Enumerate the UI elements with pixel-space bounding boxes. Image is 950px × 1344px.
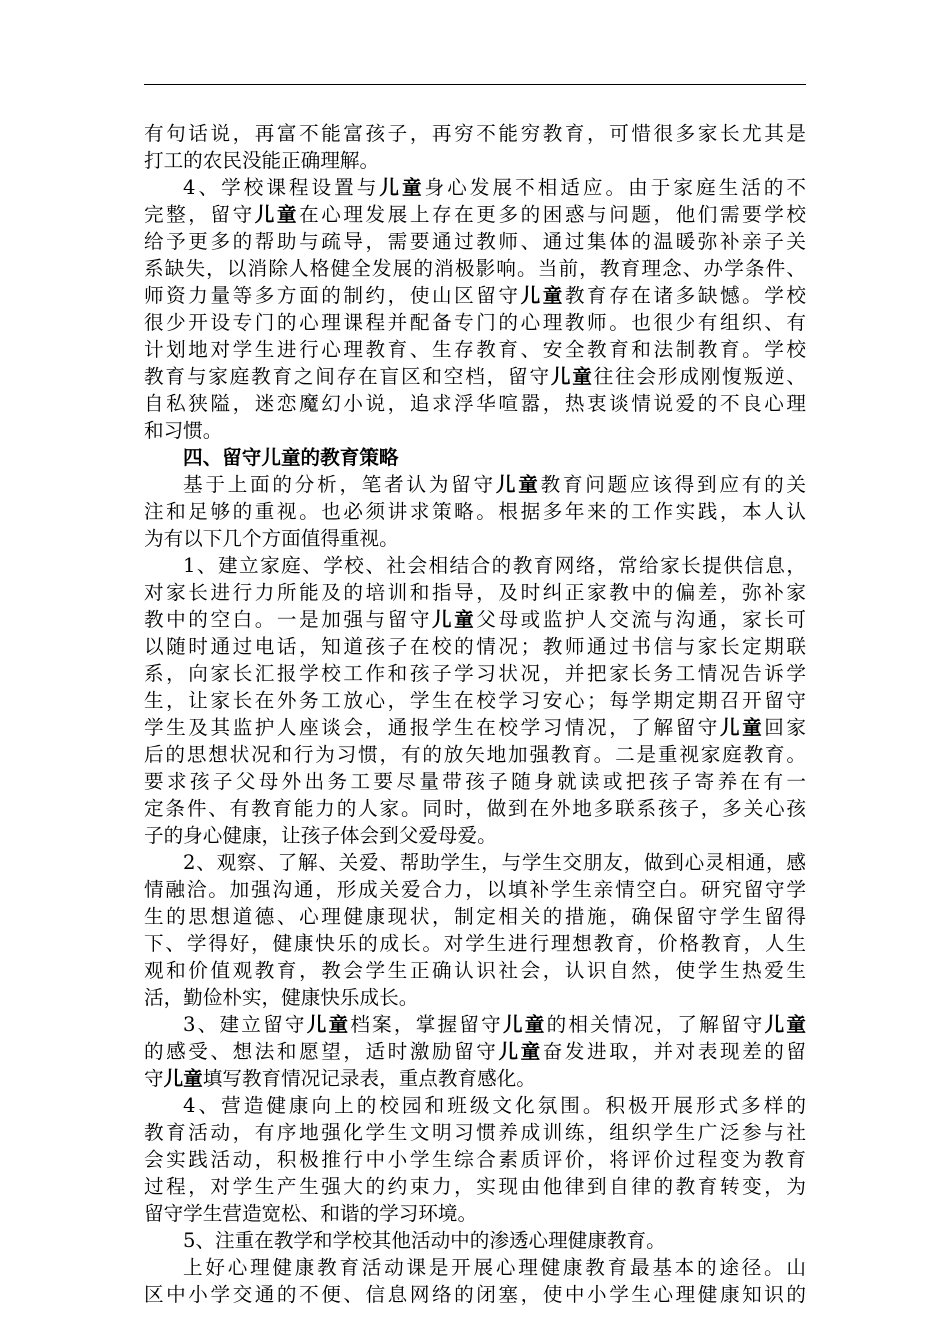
- text-line: 很少开设专门的心理课程并配备专门的心理教师。也很少有组织、有: [144, 311, 806, 334]
- text-line: 的感受、想法和愿望，适时激励留守儿童奋发进取，并对表现差的留: [144, 1040, 806, 1063]
- emphasized-term: 儿童: [520, 284, 565, 307]
- text-line: 生的思想道德、心理健康现状，制定相关的措施，确保留守学生留得: [144, 905, 806, 928]
- text-line: 自私狭隘，迷恋魔幻小说，追求浮华喧嚣，热衷谈情说爱的不良心理: [144, 392, 806, 415]
- text-line: 注和足够的重视。也必须讲求策略。根据多年来的工作实践，本人认: [144, 500, 806, 523]
- text-line: 教育与家庭教育之间存在盲区和空档，留守儿童往往会形成刚愎叛逆、: [144, 365, 806, 388]
- text-line: 给予更多的帮助与疏导，需要通过教师、通过集体的温暖弥补亲子关: [144, 230, 806, 253]
- text-line: 后的思想状况和行为习惯，有的放矢地加强教育。二是重视家庭教育。: [144, 743, 806, 766]
- text-line: 5、注重在教学和学校其他活动中的渗透心理健康教育。: [183, 1229, 666, 1252]
- text-line: 为有以下几个方面值得重视。: [144, 527, 399, 550]
- text-line: 和习惯。: [144, 419, 223, 442]
- text-line: 上好心理健康教育活动课是开展心理健康教育最基本的途径。山: [183, 1256, 806, 1279]
- text-line: 学生及其监护人座谈会，通报学生在校学习情况，了解留守儿童回家: [144, 716, 806, 739]
- text-line: 基于上面的分析，笔者认为留守儿童教育问题应该得到应有的关: [183, 473, 806, 496]
- text-line: 以随时通过电话，知道孩子在校的情况；教师通过书信与家长定期联: [144, 635, 806, 658]
- text-line: 情融洽。加强沟通，形成关爱合力，以填补学生亲情空白。研究留守学: [144, 878, 806, 901]
- text-line: 打工的农民没能正确理解。: [144, 149, 380, 172]
- section-heading: 四、留守儿童的教育策略: [183, 446, 399, 469]
- document-body: [144, 120, 806, 1308]
- emphasized-term: 儿童: [550, 365, 594, 388]
- header-rule: [144, 84, 806, 85]
- text-line: 有句话说，再富不能富孩子，再穷不能穷教育，可惜很多家长尤其是: [144, 122, 806, 145]
- text-line: 守儿童填写教育情况记录表，重点教育感化。: [144, 1067, 536, 1090]
- emphasized-term: 儿童: [379, 176, 425, 199]
- text-line: 系缺失，以消除人格健全发展的消极影响。当前，教育理念、办学条件、: [144, 257, 806, 280]
- text-line: 要求孩子父母外出务工要尽量带孩子随身就读或把孩子寄养在有一: [144, 770, 806, 793]
- text-line: 3、建立留守儿童档案，掌握留守儿童的相关情况，了解留守儿童: [183, 1013, 806, 1036]
- emphasized-term: 儿童: [764, 1013, 806, 1036]
- text-line: 过程，对学生产生强大的约束力，实现由他律到自律的教育转变，为: [144, 1175, 806, 1198]
- text-line: 会实践活动，积极推行中小学生综合素质评价，将评价过程变为教育: [144, 1148, 806, 1171]
- text-line: 生，让家长在外务工放心，学生在校学习安心；每学期定期召开留守: [144, 689, 806, 712]
- text-line: 4、学校课程设置与儿童身心发展不相适应。由于家庭生活的不: [183, 176, 806, 199]
- text-line: 区中小学交通的不便、信息网络的闭塞，使中小学生心理健康知识的: [144, 1283, 806, 1306]
- text-line: 活，勤俭朴实，健康快乐成长。: [144, 986, 419, 1009]
- text-line: 定条件、有教育能力的人家。同时，做到在外地多联系孩子，多关心孩: [144, 797, 806, 820]
- emphasized-term: 儿童: [719, 716, 765, 739]
- text-line: 下、学得好，健康快乐的成长。对学生进行理想教育，价格教育，人生: [144, 932, 806, 955]
- text-line: 计划地对学生进行心理教育、生存教育、安全教育和法制教育。学校: [144, 338, 806, 361]
- text-line: 教育活动，有序地强化学生文明习惯养成训练，组织学生广泛参与社: [144, 1121, 806, 1144]
- emphasized-term: 儿童: [163, 1067, 203, 1090]
- text-line: 1、建立家庭、学校、社会相结合的教育网络，常给家长提供信息，: [183, 554, 806, 577]
- text-line: 对家长进行力所能及的培训和指导，及时纠正家教中的偏差，弥补家: [144, 581, 806, 604]
- text-line: 子的身心健康，让孩子体会到父爱母爱。: [144, 824, 497, 847]
- emphasized-term: 儿童: [254, 203, 300, 226]
- text-line: 观和价值观教育，教会学生正确认识社会，认识自然，使学生热爱生: [144, 959, 806, 982]
- text-line: 系，向家长汇报学校工作和孩子学习状况，并把家长务工情况告诉学: [144, 662, 806, 685]
- emphasized-term: 儿童: [431, 608, 477, 631]
- emphasized-term: 儿童: [306, 1013, 351, 1036]
- emphasized-term: 儿童: [495, 473, 541, 496]
- text-line: 4、营造健康向上的校园和班级文化氛围。积极开展形式多样的: [183, 1094, 806, 1117]
- text-line: 留守学生营造宽松、和谐的学习环境。: [144, 1202, 478, 1225]
- text-line: 完整，留守儿童在心理发展上存在更多的困惑与问题，他们需要学校: [144, 203, 806, 226]
- text-line: 师资力量等多方面的制约，使山区留守儿童教育存在诸多缺憾。学校: [144, 284, 806, 307]
- emphasized-term: 儿童: [502, 1013, 547, 1036]
- emphasized-term: 儿童: [498, 1040, 543, 1063]
- text-line: 教中的空白。一是加强与留守儿童父母或监护人交流与沟通，家长可: [144, 608, 806, 631]
- text-line: 2、观察、了解、关爱、帮助学生，与学生交朋友，做到心灵相通，感: [183, 851, 806, 874]
